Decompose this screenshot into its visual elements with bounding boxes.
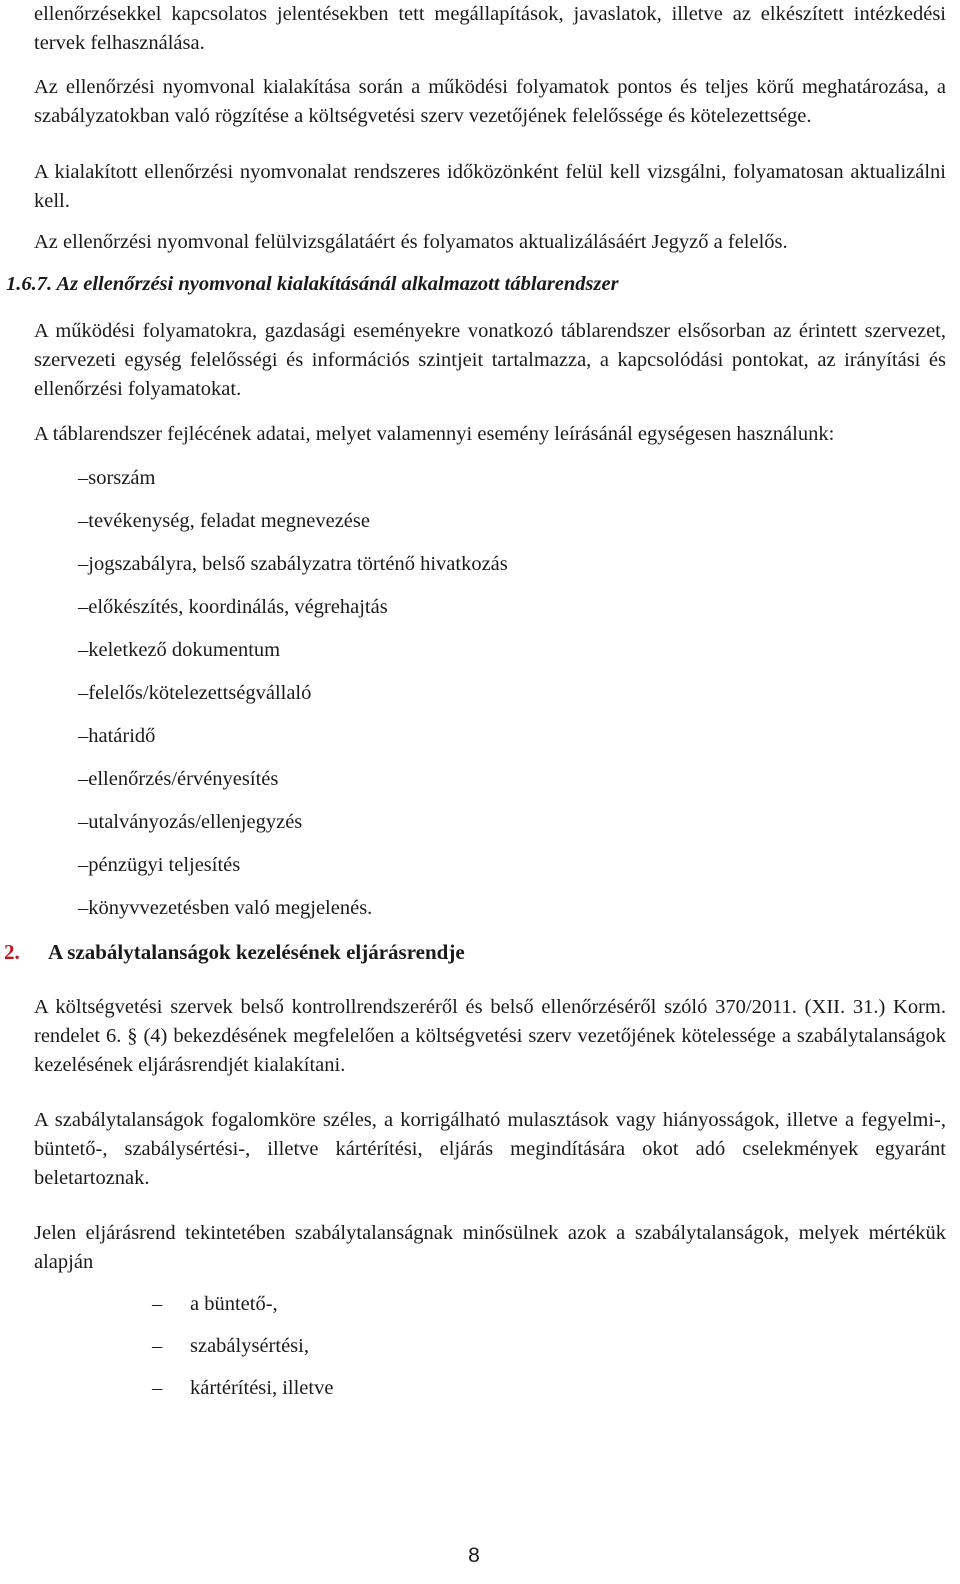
list-item <box>78 593 946 622</box>
severity-list <box>34 1290 946 1403</box>
paragraph: A költségvetési szervek belső kontrollrendszeréről és belső ellenőrzéséről szóló 370/2011. (XII. 31.) Korm. rendelet 6. § (4) bekezdésének megfelelően a költségvetési szerv vezetőjének kötelessége a szabálytalanságok kezelésének eljárásrendjét kialakítani. <box>34 996 946 1076</box>
list-item-text: könyvvezetésben való megjelenés. <box>88 897 373 919</box>
list-item-text: a büntető-, <box>190 1293 278 1315</box>
list-item-text: keletkező dokumentum <box>88 639 281 661</box>
dash-bullet: – <box>78 682 89 704</box>
list-item <box>78 894 946 923</box>
paragraph: A kialakított ellenőrzési nyomvonalat rendszeres időközönként felül kell vizsgálni, folyamatosan aktualizálni kell. <box>34 161 946 212</box>
dash-bullet: – <box>78 467 89 489</box>
dash-bullet: – <box>78 854 89 876</box>
dash-bullet: – <box>78 510 89 532</box>
dash-bullet: – <box>78 553 89 575</box>
dash-bullet: – <box>78 768 89 790</box>
paragraph: Az ellenőrzési nyomvonal felülvizsgálatáért és folyamatos aktualizálásáért Jegyző a felelős. <box>34 231 788 253</box>
section-heading <box>4 937 916 967</box>
list-item <box>34 1374 946 1403</box>
list-item <box>78 636 946 665</box>
list-item <box>34 1332 946 1361</box>
dash-bullet: – <box>152 1293 163 1315</box>
list-item-text: ellenőrzés/érvényesítés <box>88 768 279 790</box>
list-item <box>34 1290 946 1319</box>
list-item <box>78 851 946 880</box>
section-number: 2. <box>4 940 20 964</box>
list-item-text: előkészítés, koordinálás, végrehajtás <box>88 596 388 618</box>
list-item-text: utalványozás/ellenjegyzés <box>88 811 303 833</box>
list-item-text: jogszabályra, belső szabályzatra történő hivatkozás <box>88 553 508 575</box>
page-number: 8 <box>468 1544 480 1567</box>
list-item <box>78 550 946 579</box>
dash-bullet: – <box>78 639 89 661</box>
dash-bullet: – <box>78 725 89 747</box>
list-item-text: tevékenység, feladat megnevezése <box>88 510 370 532</box>
dash-bullet: – <box>152 1377 163 1399</box>
list-item-text: kártérítési, illetve <box>190 1377 334 1399</box>
list-item <box>78 765 946 794</box>
list-item <box>78 722 946 751</box>
list-item <box>78 464 946 493</box>
paragraph: ellenőrzésekkel kapcsolatos jelentésekben tett megállapítások, javaslatok, illetve az elkészített intézkedési tervek felhasználása. <box>34 3 946 54</box>
dash-bullet: – <box>152 1335 163 1357</box>
list-item <box>78 679 946 708</box>
list-item-text: szabálysértési, <box>190 1335 309 1357</box>
subsection-heading: 1.6.7. Az ellenőrzési nyomvonal kialakításánál alkalmazott táblarendszer <box>6 273 619 295</box>
dash-bullet: – <box>78 811 89 833</box>
paragraph: Jelen eljárásrend tekintetében szabálytalanságnak minősülnek azok a szabálytalanságok, melyek mértékük alapján <box>34 1222 946 1273</box>
paragraph: A táblarendszer fejlécének adatai, melyet valamennyi esemény leírásánál egységesen használunk: <box>34 423 835 445</box>
list-item-text: felelős/kötelezettségvállaló <box>88 682 312 704</box>
document-page <box>4 0 946 1416</box>
dash-bullet: – <box>78 897 89 919</box>
paragraph: A szabálytalanságok fogalomköre széles, a korrigálható mulasztások vagy hiányosságok, illetve a fegyelmi-, büntető-, szabálysértési-, illetve kártérítési, eljárás megindítására okot adó cselekmények egyaránt beletartoznak. <box>34 1109 946 1189</box>
list-item-text: sorszám <box>88 467 156 489</box>
dash-bullet: – <box>78 596 89 618</box>
list-item-text: pénzügyi teljesítés <box>88 854 241 876</box>
list-item <box>78 808 946 837</box>
list-item-text: határidő <box>88 725 156 747</box>
paragraph: Az ellenőrzési nyomvonal kialakítása során a működési folyamatok pontos és teljes körű meghatározása, a szabályzatokban való rögzítése a költségvetési szerv vezetőjének felelőssége és kötelezettsége. <box>34 76 946 127</box>
list-item <box>78 507 946 536</box>
paragraph: A működési folyamatokra, gazdasági eseményekre vonatkozó táblarendszer elsősorban az érintett szervezet, szervezeti egység felelősségi és információs szintjeit tartalmazza, a kapcsolódási pontokat, az irányítási és ellenőrzési folyamatokat. <box>34 320 946 400</box>
section-title: A szabálytalanságok kezelésének eljárásrendje <box>48 940 465 964</box>
header-items-list <box>78 464 946 923</box>
